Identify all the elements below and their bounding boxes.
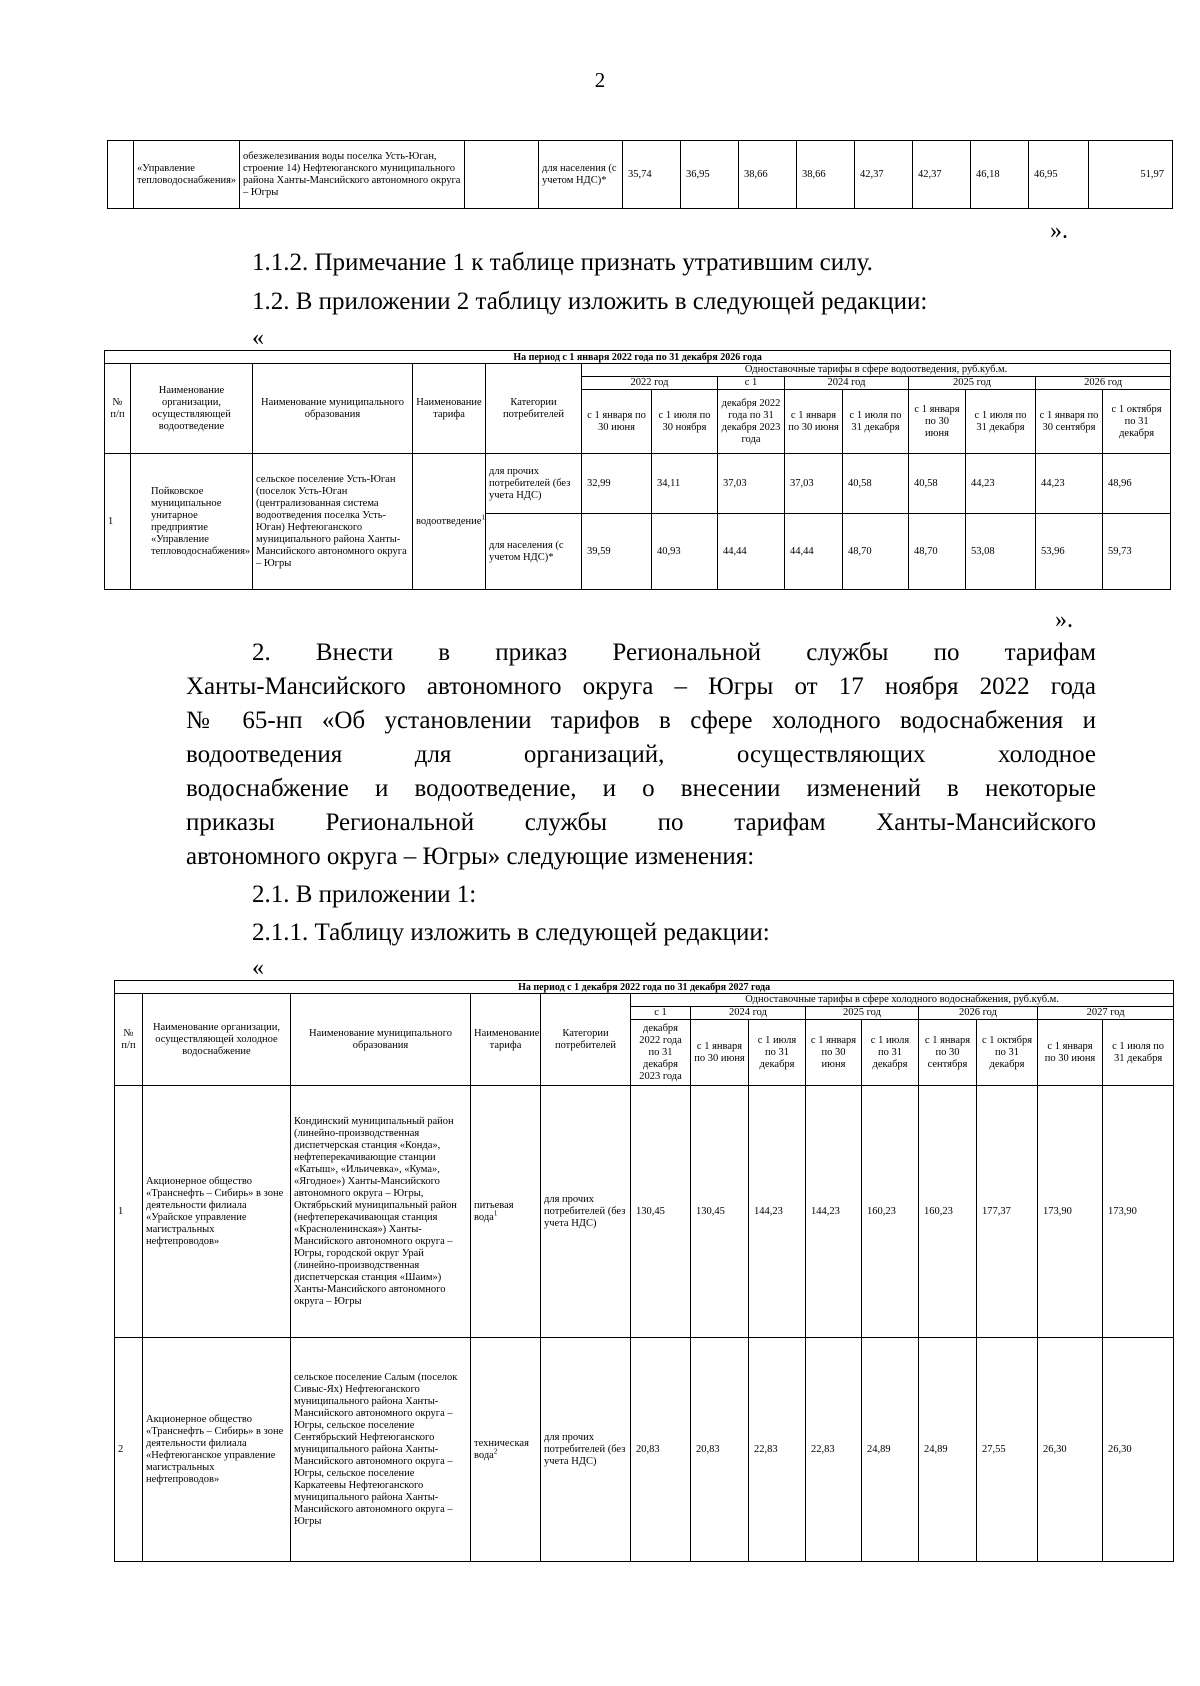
org-name-cell: Пойковское муниципальное унитарное предприятие «Управление тепловодоснабжения» bbox=[131, 454, 253, 590]
value-cell: 177,37 bbox=[977, 1086, 1038, 1338]
period-header-cell: с 1 октября по 31 декабря bbox=[977, 1020, 1038, 1086]
value-cell: 40,58 bbox=[843, 454, 909, 514]
value-cell: 144,23 bbox=[749, 1086, 806, 1338]
tariff-cell bbox=[465, 141, 539, 209]
org-header: Наименование организации, осуществляющей холодное водоснабжение bbox=[143, 994, 291, 1086]
closing-quote: ». bbox=[1050, 218, 1068, 244]
period-header-cell: с 1 июля по 31 декабря bbox=[862, 1020, 919, 1086]
period-header: На период с 1 декабря 2022 года по 31 декабря 2027 года bbox=[115, 981, 1174, 994]
municipality-cell: Кондинский муниципальный район (линейно-производственная диспетчерская станция «Конда», нефтеперекачивающие станции «Катыш», «Ильичевка», «Кума», «Ягодное») Ханты-Мансийского автономного округа – Югры, Октябрьский муниципальный район (нефтеперекачивающая станция «Красноленинская») Ханты-Мансийского автономного округа – Югры, городской округ Урай (линейно-производственная диспетчерская станция «Шаим») Ханты-Мансийского автономного округа – Югры bbox=[291, 1086, 471, 1338]
value-cell: 37,03 bbox=[718, 454, 785, 514]
municipality-header: Наименование муниципального образования bbox=[253, 364, 413, 454]
paragraph-2-line: 2. Внести в приказ Региональной службы по тарифам bbox=[252, 639, 1096, 666]
paragraph-1-2: 1.2. В приложении 2 таблицу изложить в следующей редакции: bbox=[252, 288, 928, 315]
year-header: с 1 bbox=[718, 377, 785, 390]
period-header-cell: декабря 2022 года по 31 декабря 2023 года bbox=[631, 1020, 691, 1086]
tariff-name-header: Наименование тарифа bbox=[471, 994, 541, 1086]
value-cell: 40,58 bbox=[909, 454, 966, 514]
tariff-cell bbox=[471, 1086, 541, 1338]
value-cell: 26,30 bbox=[1038, 1338, 1103, 1562]
closing-quote: ». bbox=[1055, 607, 1073, 633]
value-cell: 130,45 bbox=[631, 1086, 691, 1338]
footnote-mark: 1 bbox=[481, 513, 485, 521]
year-header: 2026 год bbox=[1036, 377, 1171, 390]
org-name-cell: «Управление тепловодоснабжения» bbox=[134, 141, 240, 209]
value-cell: 44,23 bbox=[966, 454, 1036, 514]
value-cell: 37,03 bbox=[785, 454, 843, 514]
period-header-cell: с 1 января по 30 июня bbox=[582, 390, 652, 454]
value-cell: 53,96 bbox=[1036, 514, 1103, 590]
table-wastewater-tariffs bbox=[104, 350, 1171, 590]
paragraph-2 bbox=[186, 636, 1096, 874]
category-cell: для прочих потребителей (без учета НДС) bbox=[486, 454, 582, 514]
value-cell: 20,83 bbox=[631, 1338, 691, 1562]
value-cell: 160,23 bbox=[919, 1086, 977, 1338]
value-cell: 44,44 bbox=[785, 514, 843, 590]
paragraph-2-1: 2.1. В приложении 1: bbox=[252, 881, 477, 908]
value-cell: 44,23 bbox=[1036, 454, 1103, 514]
value-cell: 42,37 bbox=[855, 141, 913, 209]
value-cell: 173,90 bbox=[1038, 1086, 1103, 1338]
value-cell: 22,83 bbox=[749, 1338, 806, 1562]
year-header: 2022 год bbox=[582, 377, 718, 390]
value-cell: 38,66 bbox=[739, 141, 797, 209]
period-header-cell: декабря 2022 года по 31 декабря 2023 года bbox=[718, 390, 785, 454]
value-cell: 27,55 bbox=[977, 1338, 1038, 1562]
value-cell: 48,70 bbox=[909, 514, 966, 590]
year-header: 2025 год bbox=[909, 377, 1036, 390]
tariff-text: водоотведение bbox=[416, 515, 482, 527]
category-cell: для населения (с учетом НДС)* bbox=[486, 514, 582, 590]
category-header: Категории потребителей bbox=[486, 364, 582, 454]
value-cell: 46,95 bbox=[1029, 141, 1089, 209]
period-header-cell: с 1 июля по 31 декабря bbox=[749, 1020, 806, 1086]
year-header: 2026 год bbox=[919, 1007, 1038, 1020]
year-header: 2025 год bbox=[806, 1007, 919, 1020]
value-cell: 130,45 bbox=[691, 1086, 749, 1338]
org-name-cell: Акционерное общество «Транснефть – Сибирь» в зоне деятельности филиала «Урайское управление магистральных нефтепроводов» bbox=[143, 1086, 291, 1338]
tariff-name-header: Наименование тарифа bbox=[413, 364, 486, 454]
opening-quote: « bbox=[252, 955, 264, 981]
tariff-text: техническая вода bbox=[474, 1437, 529, 1461]
value-cell: 35,74 bbox=[623, 141, 681, 209]
value-cell: 24,89 bbox=[919, 1338, 977, 1562]
paragraph-2-line: автономного округа – Югры» следующие изменения: bbox=[186, 843, 755, 870]
row-number: 1 bbox=[105, 454, 131, 590]
num-header: № п/п bbox=[115, 994, 143, 1086]
year-header: 2024 год bbox=[691, 1007, 806, 1020]
year-header: 2024 год bbox=[785, 377, 909, 390]
municipality-cell: сельское поселение Усть-Юган (поселок Усть-Юган (централизованная система водоотведения поселка Усть-Юган) Нефтеюганского муниципального района Ханты-Мансийского автономного округа – Югры bbox=[253, 454, 413, 590]
value-cell: 160,23 bbox=[862, 1086, 919, 1338]
period-header-cell: с 1 июля по 31 декабря bbox=[843, 390, 909, 454]
page-number: 2 bbox=[594, 68, 606, 92]
value-cell: 144,23 bbox=[806, 1086, 862, 1338]
value-cell: 53,08 bbox=[966, 514, 1036, 590]
paragraph-2-line: № 65-нп «Об установлении тарифов в сфере холодного водоснабжения и bbox=[186, 707, 1096, 734]
value-cell: 38,66 bbox=[797, 141, 855, 209]
paragraph-2-line: водоотведения для организаций, осуществляющих холодное bbox=[186, 741, 1096, 768]
period-header-cell: с 1 октября по 31 декабря bbox=[1103, 390, 1171, 454]
category-cell: для прочих потребителей (без учета НДС) bbox=[541, 1338, 631, 1562]
paragraph-2-line: Ханты-Мансийского автономного округа – Югры от 17 ноября 2022 года bbox=[186, 673, 1096, 700]
value-cell: 39,59 bbox=[582, 514, 652, 590]
value-cell: 34,11 bbox=[652, 454, 718, 514]
value-cell: 46,18 bbox=[971, 141, 1029, 209]
category-cell: для населения (с учетом НДС)* bbox=[539, 141, 623, 209]
value-cell: 59,73 bbox=[1103, 514, 1171, 590]
value-cell: 36,95 bbox=[681, 141, 739, 209]
period-header-cell: с 1 января по 30 сентября bbox=[1036, 390, 1103, 454]
year-header: 2027 год bbox=[1038, 1007, 1174, 1020]
tariff-cell bbox=[413, 454, 486, 590]
table-water-continuation bbox=[107, 140, 1173, 209]
period-header-cell: с 1 июля по 31 декабря bbox=[1103, 1020, 1174, 1086]
period-header-cell: с 1 января по 30 июня bbox=[1038, 1020, 1103, 1086]
value-cell: 48,96 bbox=[1103, 454, 1171, 514]
table-cold-water-tariffs bbox=[114, 980, 1174, 1562]
value-cell: 24,89 bbox=[862, 1338, 919, 1562]
footnote-mark: 2 bbox=[493, 1447, 498, 1455]
paragraph-1-1-2: 1.1.2. Примечание 1 к таблице признать утратившим силу. bbox=[252, 249, 873, 276]
tariff-text: питьевая вода bbox=[474, 1199, 514, 1223]
num-header: № п/п bbox=[105, 364, 131, 454]
period-header-cell: с 1 июля по 31 декабря bbox=[966, 390, 1036, 454]
period-header-cell: с 1 июля по 30 ноября bbox=[652, 390, 718, 454]
org-name-cell: Акционерное общество «Транснефть – Сибирь» в зоне деятельности филиала «Нефтеюганское управление магистральных нефтепроводов» bbox=[143, 1338, 291, 1562]
value-cell: 32,99 bbox=[582, 454, 652, 514]
row-number: 1 bbox=[115, 1086, 143, 1338]
period-header-cell: с 1 января по 30 июня bbox=[785, 390, 843, 454]
municipality-cell: обезжелезивания воды поселка Усть-Юган, строение 14) Нефтеюганского муниципального района Ханты-Мансийского автономного округа – Югры bbox=[240, 141, 465, 209]
period-header: На период с 1 января 2022 года по 31 декабря 2026 года bbox=[105, 351, 1171, 364]
footnote-mark: 1 bbox=[493, 1209, 498, 1217]
value-cell: 26,30 bbox=[1103, 1338, 1174, 1562]
period-header-cell: с 1 января по 30 сентября bbox=[919, 1020, 977, 1086]
opening-quote: « bbox=[252, 325, 264, 351]
value-cell: 40,93 bbox=[652, 514, 718, 590]
single-rate-header: Одноставочные тарифы в сфере водоотведения, руб.куб.м. bbox=[582, 364, 1171, 377]
category-header: Категории потребителей bbox=[541, 994, 631, 1086]
period-header-cell: с 1 января по 30 июня bbox=[691, 1020, 749, 1086]
row-number: 2 bbox=[115, 1338, 143, 1562]
paragraph-2-1-1: 2.1.1. Таблицу изложить в следующей редакции: bbox=[252, 919, 770, 946]
value-cell: 48,70 bbox=[843, 514, 909, 590]
tariff-cell bbox=[471, 1338, 541, 1562]
municipality-cell: сельское поселение Салым (поселок Сивыс-Ях) Нефтеюганского муниципального района Ханты-Мансийского автономного округа – Югры, сельское поселение Сентябрьский Нефтеюганского муниципального района Ханты-Мансийского автономного округа – Югры, сельское поселение Каркатеевы Нефтеюганского муниципального района Ханты-Мансийского автономного округа – Югры bbox=[291, 1338, 471, 1562]
value-cell: 20,83 bbox=[691, 1338, 749, 1562]
single-rate-header: Одноставочные тарифы в сфере холодного водоснабжения, руб.куб.м. bbox=[631, 994, 1174, 1007]
period-header-cell: с 1 января по 30 июня bbox=[909, 390, 966, 454]
value-cell: 51,97 bbox=[1089, 141, 1173, 209]
value-cell: 44,44 bbox=[718, 514, 785, 590]
paragraph-2-line: приказы Региональной службы по тарифам Ханты-Мансийского bbox=[186, 809, 1096, 836]
municipality-header: Наименование муниципального образования bbox=[291, 994, 471, 1086]
value-cell: 22,83 bbox=[806, 1338, 862, 1562]
year-header: с 1 bbox=[631, 1007, 691, 1020]
table-cell bbox=[108, 141, 134, 209]
paragraph-2-line: водоснабжение и водоотведение, и о внесении изменений в некоторые bbox=[186, 775, 1096, 802]
category-cell: для прочих потребителей (без учета НДС) bbox=[541, 1086, 631, 1338]
org-header: Наименование организации, осуществляющей водоотведение bbox=[131, 364, 253, 454]
period-header-cell: с 1 января по 30 июня bbox=[806, 1020, 862, 1086]
value-cell: 173,90 bbox=[1103, 1086, 1174, 1338]
value-cell: 42,37 bbox=[913, 141, 971, 209]
